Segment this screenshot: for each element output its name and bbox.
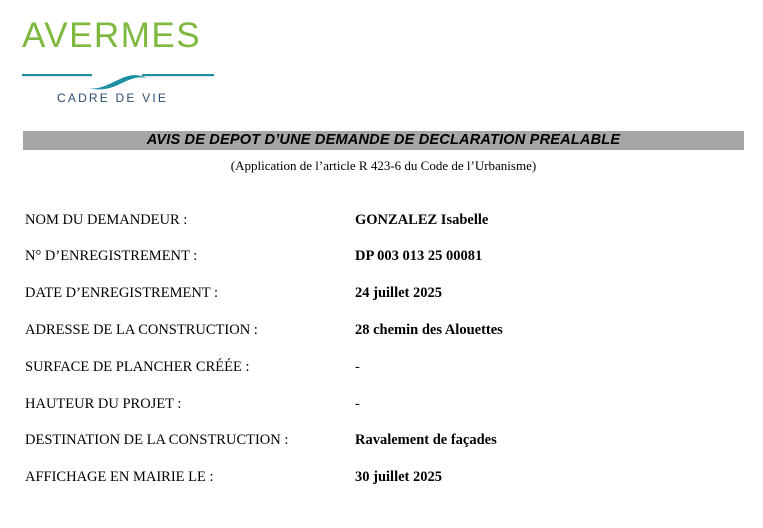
field-label: SURFACE DE PLANCHER CRÉÉE : xyxy=(25,359,250,375)
field-value: - xyxy=(355,359,360,375)
field-value: - xyxy=(355,396,360,412)
field-label: ADRESSE DE LA CONSTRUCTION : xyxy=(25,322,258,338)
notice-subtitle: (Application de l’article R 423-6 du Code de l’Urbanisme) xyxy=(230,158,537,173)
field-value: GONZALEZ Isabelle xyxy=(355,212,489,228)
field-date xyxy=(0,283,763,303)
field-destination xyxy=(0,430,763,450)
avermes-logo xyxy=(22,16,214,108)
field-value: 30 juillet 2025 xyxy=(355,469,442,485)
field-hauteur xyxy=(0,394,763,414)
field-value: 28 chemin des Alouettes xyxy=(355,322,503,338)
field-label: AFFICHAGE EN MAIRIE LE : xyxy=(25,469,214,485)
field-label: NOM DU DEMANDEUR : xyxy=(25,212,188,228)
field-affichage xyxy=(0,467,763,487)
field-value: DP 003 013 25 00081 xyxy=(355,248,483,264)
field-label: HAUTEUR DU PROJET : xyxy=(25,396,182,412)
field-label: DATE D’ENREGISTREMENT : xyxy=(25,285,219,301)
field-enregistrement xyxy=(0,246,763,266)
field-surface xyxy=(0,357,763,377)
logo-subtitle: CADRE DE VIE xyxy=(57,91,169,105)
notice-title-bar: AVIS DE DEPOT D’UNE DEMANDE DE DECLARATION PREALABLE xyxy=(23,131,744,150)
field-demandeur xyxy=(0,210,763,230)
field-label: N° D’ENREGISTREMENT : xyxy=(25,248,198,264)
field-value: 24 juillet 2025 xyxy=(355,285,442,301)
field-adresse xyxy=(0,320,763,340)
field-value: Ravalement de façades xyxy=(355,432,497,448)
field-label: DESTINATION DE LA CONSTRUCTION : xyxy=(25,432,289,448)
logo-title: AVERMES xyxy=(22,16,202,55)
